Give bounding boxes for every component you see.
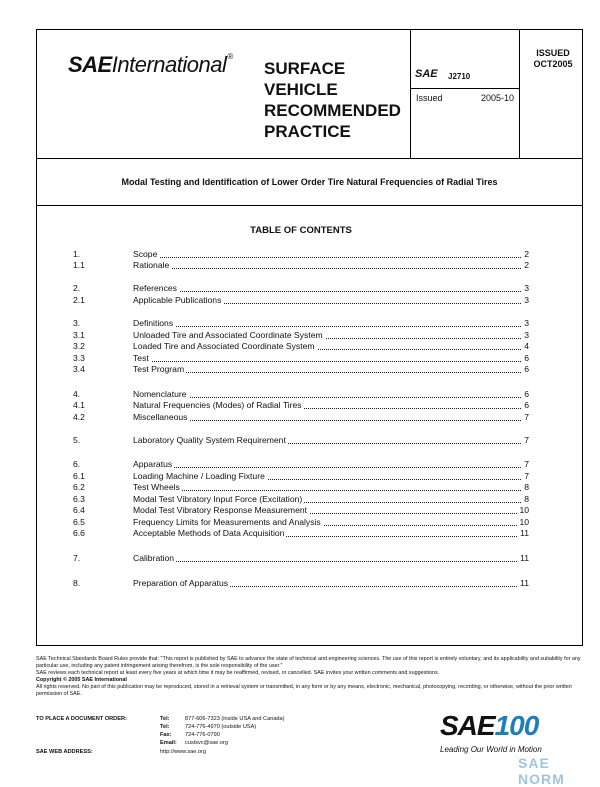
document-title: Modal Testing and Identification of Lower Order Tire Natural Frequencies of Radial Tires	[121, 177, 498, 187]
toc-entry-page: 10	[519, 517, 529, 527]
toc-entry-label: Nomenclature	[133, 389, 187, 399]
toc-entry-page: 3	[524, 283, 529, 293]
toc-entry-number: 1.	[73, 249, 81, 259]
fax-label: Fax:	[160, 732, 172, 738]
logo-main: SAE	[68, 52, 112, 77]
toc-entry-number: 4.2	[73, 412, 85, 422]
header-column-divider	[410, 29, 411, 158]
toc-entry-label: Rationale	[133, 260, 170, 270]
toc-entry[interactable]	[73, 364, 529, 375]
toc-entry-page: 11	[520, 578, 529, 588]
toc-entry-label: Miscellaneous	[133, 412, 188, 422]
copyright: Copyright © 2005 SAE International	[36, 677, 127, 683]
doc-type-line: SURFACE	[264, 59, 346, 78]
toc-entry-page: 7	[524, 471, 529, 481]
toc-entry[interactable]	[73, 528, 529, 539]
status-line: ISSUED	[536, 48, 570, 58]
toc-dot-leader	[133, 361, 529, 362]
tel2-value: 724-776-4970 (outside USA)	[185, 724, 257, 730]
web-label: SAE WEB ADDRESS:	[36, 749, 93, 755]
toc-entry-label: Definitions	[133, 318, 174, 328]
toc-entry[interactable]	[73, 249, 529, 260]
toc-entry-label: Test Wheels	[133, 482, 180, 492]
toc-dot-leader	[133, 268, 529, 269]
toc-entry-label: References	[133, 283, 177, 293]
logo-sae-text: SAE	[440, 710, 495, 741]
footer-rules	[36, 656, 584, 698]
toc-entry[interactable]	[73, 389, 529, 400]
toc-entry[interactable]	[73, 330, 529, 341]
sae-100-logo	[440, 710, 538, 742]
toc-dot-leader	[133, 490, 529, 491]
toc-entry-number: 6.	[73, 459, 81, 469]
sae-norm-watermark: SAE NORM	[518, 755, 565, 787]
doc-type-line: PRACTICE	[264, 122, 351, 141]
toc-entry-page: 7	[524, 435, 529, 445]
toc-entry-label: Acceptable Methods of Data Acquisition	[133, 528, 285, 538]
toc-entry[interactable]	[73, 505, 529, 516]
toc-dot-leader	[133, 467, 529, 468]
document-number: J2710	[448, 72, 471, 81]
toc-entry-number: 2.1	[73, 295, 85, 305]
order-label: TO PLACE A DOCUMENT ORDER:	[36, 716, 127, 722]
toc-entry-page: 7	[524, 412, 529, 422]
toc-entry[interactable]	[73, 459, 529, 470]
toc-entry-number: 6.4	[73, 505, 85, 515]
toc-entry-label: Apparatus	[133, 459, 173, 469]
toc-entry-number: 3.4	[73, 364, 85, 374]
toc-dot-leader	[133, 420, 529, 421]
doc-type-line: VEHICLE	[264, 80, 338, 99]
toc-entry-page: 6	[524, 353, 529, 363]
toc-entry-label: Calibration	[133, 553, 175, 563]
toc-heading: TABLE OF CONTENTS	[250, 225, 352, 236]
document-type	[264, 58, 401, 142]
rights-statement: All rights reserved. No part of this publication may be reproduced, stored in a retrieval system or transmitted, in any form or by any means, electronic, mechanical, photocopying, recording, or otherwise, without the prior written permission of SAE.	[36, 684, 572, 697]
footer-paragraph: SAE Technical Standards Board Rules provide that: "This report is published by SAE to advance the state of technical and engineering sciences. The use of this report is entirely voluntary, and its applicability and suitability for any particular use, including any patent infringement arising therefrom, is the sole responsibility of the user."	[36, 656, 581, 669]
email-label: Email:	[160, 740, 177, 746]
footer-paragraph: SAE reviews each technical report at least every five years at which time it may be reaffirmed, revised, or cancelled. SAE invites your written comments and suggestions.	[36, 670, 440, 676]
toc-entry-page: 8	[524, 494, 529, 504]
sae-international-logo	[68, 52, 233, 78]
toc-entry[interactable]	[73, 318, 529, 329]
toc-entry-page: 6	[524, 364, 529, 374]
toc-dot-leader	[133, 257, 529, 258]
header-divider	[36, 158, 583, 159]
logo-sub: International	[111, 52, 227, 77]
toc-entry[interactable]	[73, 517, 529, 528]
toc-entry[interactable]	[73, 400, 529, 411]
toc-entry-label: Test Program	[133, 364, 185, 374]
toc-entry-number: 3.	[73, 318, 81, 328]
toc-entry-page: 11	[520, 528, 529, 538]
issued-date: 2005-10	[481, 93, 515, 103]
toc-entry-number: 4.1	[73, 400, 85, 410]
toc-entry-label: Applicable Publications	[133, 295, 222, 305]
toc-entry-label: Preparation of Apparatus	[133, 578, 229, 588]
toc-entry-label: Natural Frequencies (Modes) of Radial Tires	[133, 400, 302, 410]
toc-entry-label: Loaded Tire and Associated Coordinate System	[133, 341, 315, 351]
toc-entry[interactable]	[73, 353, 529, 364]
toc-entry-page: 4	[524, 341, 529, 351]
toc-entry-number: 6.6	[73, 528, 85, 538]
toc-entry-number: 6.2	[73, 482, 85, 492]
toc-dot-leader	[133, 326, 529, 327]
toc-entry-page: 3	[524, 330, 529, 340]
toc-entry-number: 1.1	[73, 260, 85, 270]
header-column-divider-2	[519, 29, 520, 158]
toc-entry-number: 7.	[73, 553, 81, 563]
toc-entry-page: 6	[524, 400, 529, 410]
toc-entry-label: Laboratory Quality System Requirement	[133, 435, 286, 445]
toc-entry-label: Test	[133, 353, 149, 363]
document-status	[523, 48, 583, 70]
toc-entry-page: 7	[524, 459, 529, 469]
toc-entry[interactable]	[73, 435, 529, 446]
toc-entry-page: 3	[524, 295, 529, 305]
toc-entry-number: 3.2	[73, 341, 85, 351]
toc-entry-number: 6.5	[73, 517, 85, 527]
toc-entry[interactable]	[73, 260, 529, 271]
toc-entry-page: 2	[524, 249, 529, 259]
toc-entry[interactable]	[73, 471, 529, 482]
toc-entry-label: Frequency Limits for Measurements and Analysis	[133, 517, 321, 527]
toc-entry-page: 8	[524, 482, 529, 492]
brand-tagline: Leading Our World in Motion	[440, 745, 542, 754]
status-line: OCT2005	[533, 59, 573, 69]
toc-entry[interactable]	[73, 412, 529, 423]
toc-entry-page: 6	[524, 389, 529, 399]
toc-entry[interactable]	[73, 553, 529, 564]
tel-value: 877-606-7323 (inside USA and Canada)	[185, 716, 285, 722]
toc-dot-leader	[133, 397, 529, 398]
web-link[interactable]: http://www.sae.org	[160, 749, 207, 755]
toc-entry-number: 3.1	[73, 330, 85, 340]
toc-entry-label: Modal Test Vibratory Response Measurement	[133, 505, 308, 515]
toc-entry-label: Modal Test Vibratory Input Force (Excitation)	[133, 494, 303, 504]
toc-entry-page: 3	[524, 318, 529, 328]
mini-sae-logo: SAE	[415, 68, 438, 80]
toc-entry-label: Scope	[133, 249, 158, 259]
toc-entry-number: 5.	[73, 435, 81, 445]
toc-entry[interactable]	[73, 341, 529, 352]
fax-value: 724-776-0790	[185, 732, 220, 738]
logo-hundred-text: 100	[494, 710, 539, 741]
toc-entry-label: Unloaded Tire and Associated Coordinate System	[133, 330, 323, 340]
logo-trademark: ®	[227, 52, 233, 61]
doc-type-line: RECOMMENDED	[264, 101, 401, 120]
toc-entry[interactable]	[73, 295, 529, 306]
header-cell-divider	[410, 88, 519, 89]
issued-label: Issued	[416, 93, 443, 103]
toc-entry[interactable]	[73, 578, 529, 589]
toc-entry-number: 8.	[73, 578, 81, 588]
toc-entry-number: 6.3	[73, 494, 85, 504]
toc-dot-leader	[133, 372, 529, 373]
toc-entry-label: Loading Machine / Loading Fixture	[133, 471, 265, 481]
toc-entry[interactable]	[73, 283, 529, 294]
subtitle-divider	[36, 205, 583, 206]
toc-dot-leader	[133, 291, 529, 292]
email-link[interactable]: custsvc@sae.org	[185, 740, 228, 746]
toc-dot-leader	[133, 561, 529, 562]
tel-label: Tel:	[160, 716, 170, 722]
toc-entry-number: 3.3	[73, 353, 85, 363]
toc-entry-number: 6.1	[73, 471, 85, 481]
tel2-label: Tel:	[160, 724, 170, 730]
toc-entry[interactable]	[73, 494, 529, 505]
toc-entry-page: 11	[520, 553, 529, 563]
toc-entry-page: 10	[519, 505, 529, 515]
toc-entry[interactable]	[73, 482, 529, 493]
toc-entry-number: 2.	[73, 283, 81, 293]
toc-entry-number: 4.	[73, 389, 81, 399]
toc-entry-page: 2	[524, 260, 529, 270]
